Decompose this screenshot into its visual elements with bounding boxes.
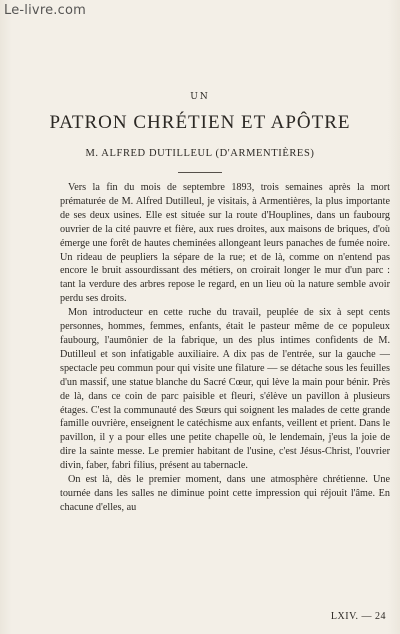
heading-small: UN xyxy=(190,92,210,102)
watermark: Le-livre.com xyxy=(4,3,86,18)
title-divider xyxy=(178,172,222,173)
paragraph: On est là, dès le premier moment, dans une atmosphère chrétienne. Une tournée dans les salles ne diminue point cette impression qui réjouit l'âme. En chacune d'elles, au xyxy=(60,474,390,513)
article-subtitle: M. ALFRED DUTILLEUL (D'ARMENTIÈRES) xyxy=(85,148,315,159)
page-footer: LXIV. — 24 xyxy=(330,611,386,622)
paragraph: Mon introducteur en cette ruche du travail, peuplée de six à sept cents personnes, hommes, femmes, enfants, était le pasteur même de ce populeux faubourg, l'aumônier de la fabrique, un des plus intimes confidents de M. Dutilleul et son infatigable auxiliaire. A dix pas de l'entrée, sur la gauche — spectacle peu commun pour qui visite une filature — se détache sous les feuilles d'un massif, une statue blanche du Sacré Cœur, qui lève la main pour bénir. Près de là, dans ce coin de parc paisible et fleuri, s'élève un pavillon à plusieurs étages. C'est la communauté des Sœurs qui soignent les malades de cette grande famille ouvrière, enseignent le catéchisme aux enfants, veillent et prient. Dans le pavillon, il y a pour elles une petite chapelle où, le lendemain, j'eus la joie de dire la sainte messe. Le premier habitant de l'usine, c'est Jésus-Christ, l'ouvrier divin, faber, fabri filius, présent au tabernacle. xyxy=(60,307,390,472)
article-title: PATRON CHRÉTIEN ET APÔTRE xyxy=(49,112,351,133)
article-body xyxy=(60,181,390,515)
paragraph: Vers la fin du mois de septembre 1893, trois semaines après la mort prématurée de M. Alfred Dutilleul, je visitais, à Armentières, la plus importante de ses deux usines. Elle est située sur la route d'Houplines, dans un faubourg ouvrier de la cité pauvre et fière, aux rues droites, aux maisons de briques, d'où émerge une forêt de hautes cheminées allongeant leurs panaches de fumée noire. Un rideau de peupliers la sépare de la rue; et de là, comme on n'entend pas encore le bruit assourdissant des métiers, on croirait longer le mur d'un parc : tant la verdure des arbres repose le regard, en un lieu où la nature semble avoir perdu ses droits. xyxy=(60,182,390,305)
